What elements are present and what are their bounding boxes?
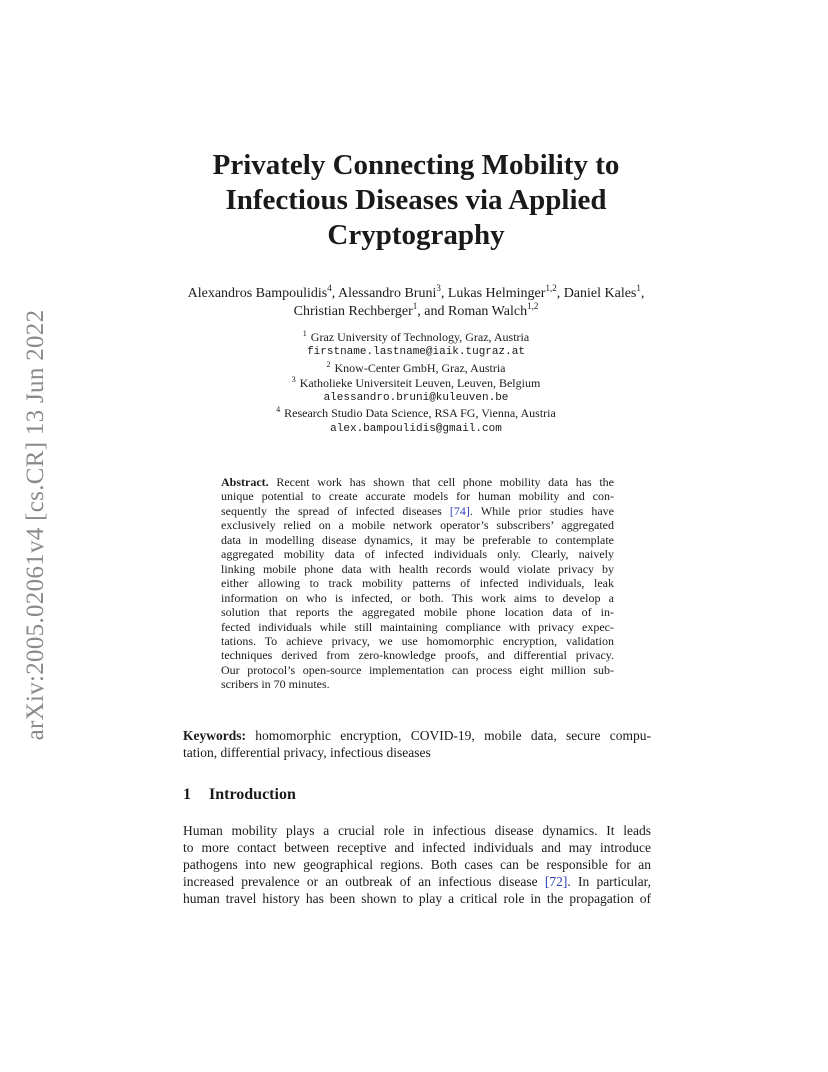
abstract-line bbox=[221, 475, 614, 489]
body-text: . In particular, bbox=[567, 874, 651, 889]
body-line: Human mobility plays a crucial role in infectious disease dynamics. It leads bbox=[183, 823, 651, 838]
title-line: Cryptography bbox=[327, 219, 505, 251]
affiliation-name: Know-Center GmbH, Graz, Austria bbox=[334, 360, 506, 375]
abstract-line bbox=[221, 504, 614, 518]
affiliation-name: Research Studio Data Science, RSA FG, Vienna, Austria bbox=[284, 406, 556, 421]
author-name: Roman Walch bbox=[447, 304, 528, 319]
affiliation-list bbox=[185, 330, 647, 437]
affiliation bbox=[185, 406, 647, 421]
author-list bbox=[185, 285, 647, 321]
body-line: to more contact between receptive and infected individuals and may introduce bbox=[183, 840, 651, 855]
paper-title bbox=[160, 148, 672, 253]
affiliation-number: 1 bbox=[302, 329, 307, 338]
abstract-line: fected individuals while still maintaining compliance with privacy expec- bbox=[221, 619, 614, 634]
author-name: Alessandro Bruni bbox=[337, 286, 437, 301]
author-affiliation-mark: 1 bbox=[412, 301, 418, 311]
author-affiliation-mark: 1,2 bbox=[545, 283, 557, 293]
abstract-line: scribers in 70 minutes. bbox=[221, 677, 330, 692]
affiliation-number: 4 bbox=[276, 405, 281, 415]
citation-link[interactable]: [72] bbox=[544, 874, 568, 889]
affiliation-email: alessandro.bruni@kuleuven.be bbox=[323, 392, 509, 405]
abstract-line: unique potential to create accurate models for human mobility and con- bbox=[221, 489, 614, 504]
keywords-line bbox=[183, 727, 651, 744]
author-name: Christian Rechberger bbox=[293, 304, 413, 319]
abstract-line: tations. To achieve privacy, we use homomorphic encryption, validation bbox=[221, 633, 614, 648]
affiliation-email: firstname.lastname@iaik.tugraz.at bbox=[307, 346, 525, 359]
abstract-text: . While prior studies have bbox=[469, 503, 614, 518]
author-name: Alexandros Bampoulidis bbox=[187, 286, 328, 301]
affiliation-email: alex.bampoulidis@gmail.com bbox=[330, 422, 502, 435]
affiliation-name: Katholieke Universiteit Leuven, Leuven, Belgium bbox=[299, 375, 541, 390]
abstract-label: Abstract. bbox=[221, 475, 269, 489]
author-affiliation-mark: 3 bbox=[436, 283, 441, 293]
abstract-line: aggregated mobility data of infected individuals only. Clearly, naively bbox=[221, 547, 614, 562]
affiliation-name: Graz University of Technology, Graz, Austria bbox=[310, 330, 530, 344]
title-line: Privately Connecting Mobility to bbox=[212, 149, 620, 181]
section-title: Introduction bbox=[209, 786, 296, 803]
abstract-text: sequently the spread of infected diseases bbox=[221, 503, 442, 518]
keywords bbox=[183, 727, 651, 761]
author-name: Lukas Helminger bbox=[447, 286, 546, 301]
author-name: Daniel Kales bbox=[563, 286, 637, 301]
affiliation-number: 3 bbox=[291, 374, 296, 384]
title-line: Infectious Diseases via Applied bbox=[225, 184, 607, 216]
abstract-line: either allowing to track mobility patterns of infected individuals, leak bbox=[221, 576, 614, 591]
abstract-text: Recent work has shown that cell phone mobility data has the bbox=[276, 475, 615, 489]
body-line bbox=[183, 873, 651, 890]
keywords-label: Keywords: bbox=[183, 728, 246, 743]
author-affiliation-mark: 4 bbox=[327, 283, 332, 293]
affiliation-number: 2 bbox=[326, 359, 331, 369]
keywords-line: tation, differential privacy, infectious diseases bbox=[183, 745, 431, 760]
abstract-line: Our protocol’s open-source implementation can process eight million sub- bbox=[221, 662, 614, 677]
author-affiliation-mark: 1 bbox=[636, 283, 641, 293]
abstract-line: techniques derived from zero-knowledge proofs, and differential privacy. bbox=[221, 648, 614, 663]
abstract-line: information on who is infected, or both. This work aims to develop a bbox=[221, 590, 614, 605]
affiliation bbox=[185, 376, 647, 391]
keywords-text: homomorphic encryption, COVID-19, mobile data, secure compu- bbox=[255, 728, 651, 743]
author-affiliation-mark: 1,2 bbox=[527, 301, 539, 311]
section-heading bbox=[183, 785, 296, 805]
abstract bbox=[221, 475, 614, 692]
body-line: human travel history has been shown to play a critical role in the propagation of bbox=[183, 891, 651, 906]
body-text: increased prevalence or an outbreak of an infectious disease bbox=[183, 874, 538, 889]
affiliation bbox=[185, 330, 647, 345]
section-number: 1 bbox=[183, 786, 191, 803]
author-line: Alexandros Bampoulidis$^4$, Alessandro Bruni$^3$, Lukas Helminger$^{1,2}$, Daniel Kales$^1$, Christian Rechberger$^1$, and Roman Walch$^{1,2}$ bbox=[187, 283, 645, 319]
affiliation bbox=[185, 361, 647, 376]
arxiv-identifier: arXiv:2005.02061v4 [cs.CR] 13 Jun 2022 bbox=[22, 309, 49, 741]
abstract-line: solution that reports the aggregated mobile phone location data of in- bbox=[221, 605, 614, 620]
intro-paragraph bbox=[183, 822, 651, 907]
abstract-line: exclusively relied on a mobile network operator’s subscribers’ aggregated bbox=[221, 518, 614, 533]
body-line: pathogens into new geographical regions. Both cases can be responsible for an bbox=[183, 857, 651, 872]
citation-link[interactable]: [74] bbox=[449, 503, 470, 518]
abstract-line: data in modelling disease dynamics, it may be preferable to contemplate bbox=[221, 532, 614, 547]
abstract-line: linking mobile phone data with health records would violate privacy by bbox=[221, 561, 614, 576]
